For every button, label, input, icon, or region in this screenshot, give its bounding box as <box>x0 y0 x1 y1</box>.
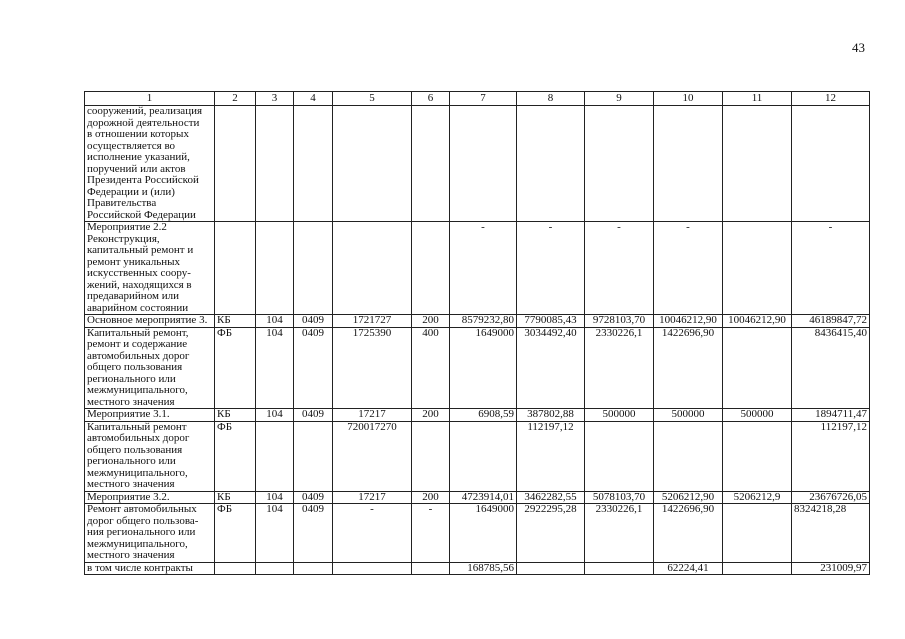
column-header: 6 <box>412 92 450 106</box>
table-cell <box>585 562 654 575</box>
table-cell: 17217 <box>333 409 412 422</box>
table-cell: 720017270 <box>333 421 412 491</box>
table-row <box>85 504 870 563</box>
table-cell: - <box>412 504 450 563</box>
table-cell: 231009,97 <box>792 562 870 575</box>
table-cell: 3034492,40 <box>517 327 585 409</box>
column-header: 10 <box>654 92 723 106</box>
table-row <box>85 409 870 422</box>
table-cell: 1649000 <box>450 504 517 563</box>
column-header: 11 <box>723 92 792 106</box>
table-cell: 104 <box>256 315 294 328</box>
table-cell: 168785,56 <box>450 562 517 575</box>
table-cell: 104 <box>256 504 294 563</box>
table-row <box>85 315 870 328</box>
table-cell: КБ <box>215 315 256 328</box>
table-cell <box>723 327 792 409</box>
table-cell <box>215 562 256 575</box>
table-cell <box>412 106 450 222</box>
table-cell: КБ <box>215 409 256 422</box>
table-cell <box>256 562 294 575</box>
budget-table <box>84 91 870 575</box>
table-cell: 4723914,01 <box>450 491 517 504</box>
column-header: 9 <box>585 92 654 106</box>
table-cell <box>517 106 585 222</box>
table-body <box>85 106 870 575</box>
column-header: 5 <box>333 92 412 106</box>
table-cell <box>723 421 792 491</box>
table-row <box>85 491 870 504</box>
table-cell: 0409 <box>294 491 333 504</box>
table-cell <box>256 421 294 491</box>
row-description: в том числе контракты <box>85 562 215 575</box>
table-cell: 62224,41 <box>654 562 723 575</box>
row-description: сооружений, реализация дорожной деятельности в отношении которых осуществляется во исполнение указаний, поручений или актов Президента Российской Федерации и (или) Правительства Российской Федерации <box>85 106 215 222</box>
row-description: Мероприятие 2.2 Реконструкция, капитальный ремонт и ремонт уникальных искусственных соору- жений, находящихся в предаварийном или аварийном состоянии <box>85 222 215 315</box>
table-cell <box>256 222 294 315</box>
table-cell: ФБ <box>215 327 256 409</box>
page-number: 43 <box>852 40 865 55</box>
header-row <box>85 92 870 106</box>
table-cell: 8324218,28 <box>792 504 870 563</box>
table-cell: 2330226,1 <box>585 327 654 409</box>
table-cell: КБ <box>215 491 256 504</box>
table-cell: ФБ <box>215 504 256 563</box>
table-cell: 2330226,1 <box>585 504 654 563</box>
column-header: 4 <box>294 92 333 106</box>
table-cell: 500000 <box>654 409 723 422</box>
table-cell: - <box>792 222 870 315</box>
table-cell <box>412 421 450 491</box>
table-cell: 104 <box>256 409 294 422</box>
table-cell: 0409 <box>294 315 333 328</box>
table-cell <box>412 562 450 575</box>
table-cell <box>256 106 294 222</box>
table-cell <box>450 106 517 222</box>
table-cell: - <box>517 222 585 315</box>
table-cell: 10046212,90 <box>654 315 723 328</box>
table-cell: 1422696,90 <box>654 504 723 563</box>
row-description: Мероприятие 3.1. <box>85 409 215 422</box>
table-row <box>85 421 870 491</box>
table-cell <box>585 106 654 222</box>
table-cell: 9728103,70 <box>585 315 654 328</box>
table-cell: - <box>585 222 654 315</box>
row-description: Основное мероприятие 3. <box>85 315 215 328</box>
table-cell <box>517 562 585 575</box>
row-description: Ремонт автомобильных дорог общего пользова- ния регионального или межмуниципального, местного значения <box>85 504 215 563</box>
table-cell: 8579232,80 <box>450 315 517 328</box>
table-cell: 1649000 <box>450 327 517 409</box>
table-cell: 104 <box>256 327 294 409</box>
table-cell: 500000 <box>723 409 792 422</box>
table-cell <box>333 106 412 222</box>
table-cell: 5206212,90 <box>654 491 723 504</box>
table-cell: 5206212,9 <box>723 491 792 504</box>
table-cell: 3462282,55 <box>517 491 585 504</box>
table-cell: 112197,12 <box>517 421 585 491</box>
table-cell: 104 <box>256 491 294 504</box>
table-cell <box>723 222 792 315</box>
table-cell: - <box>450 222 517 315</box>
table-cell: 5078103,70 <box>585 491 654 504</box>
table-cell <box>450 421 517 491</box>
table-cell: 1725390 <box>333 327 412 409</box>
table-cell <box>654 421 723 491</box>
table-cell <box>215 106 256 222</box>
table-cell: 0409 <box>294 409 333 422</box>
row-description: Мероприятие 3.2. <box>85 491 215 504</box>
table-row <box>85 327 870 409</box>
column-header: 3 <box>256 92 294 106</box>
table-cell <box>215 222 256 315</box>
table-cell <box>294 421 333 491</box>
row-description: Капитальный ремонт, ремонт и содержание автомобильных дорог общего пользования регионального или межмуниципального, местного значения <box>85 327 215 409</box>
table-cell: 23676726,05 <box>792 491 870 504</box>
table-cell: 200 <box>412 409 450 422</box>
table-cell <box>294 222 333 315</box>
table-cell <box>723 106 792 222</box>
table-cell: - <box>333 504 412 563</box>
table-row <box>85 106 870 222</box>
table-cell: 46189847,72 <box>792 315 870 328</box>
table-cell: 112197,12 <box>792 421 870 491</box>
table-cell <box>333 562 412 575</box>
table-cell: - <box>654 222 723 315</box>
table-cell: 1721727 <box>333 315 412 328</box>
column-header: 1 <box>85 92 215 106</box>
row-description: Капитальный ремонт автомобильных дорог общего пользования регионального или межмуниципального, местного значения <box>85 421 215 491</box>
table-cell: 6908,59 <box>450 409 517 422</box>
table-cell <box>333 222 412 315</box>
table-cell: 10046212,90 <box>723 315 792 328</box>
column-header: 12 <box>792 92 870 106</box>
table-cell: 200 <box>412 491 450 504</box>
table-row <box>85 562 870 575</box>
table-cell: 17217 <box>333 491 412 504</box>
table-cell <box>294 562 333 575</box>
column-header: 8 <box>517 92 585 106</box>
table-cell: 8436415,40 <box>792 327 870 409</box>
table-cell: 1422696,90 <box>654 327 723 409</box>
table-cell: 1894711,47 <box>792 409 870 422</box>
table-cell: 500000 <box>585 409 654 422</box>
column-header: 2 <box>215 92 256 106</box>
column-header: 7 <box>450 92 517 106</box>
table-cell <box>585 421 654 491</box>
table-cell <box>792 106 870 222</box>
table-cell: ФБ <box>215 421 256 491</box>
table-cell <box>654 106 723 222</box>
table-cell <box>723 562 792 575</box>
table-cell <box>412 222 450 315</box>
table-cell: 387802,88 <box>517 409 585 422</box>
table-row <box>85 222 870 315</box>
table-cell: 0409 <box>294 504 333 563</box>
table-cell <box>723 504 792 563</box>
table-cell: 200 <box>412 315 450 328</box>
table-cell: 400 <box>412 327 450 409</box>
table-cell: 7790085,43 <box>517 315 585 328</box>
table-cell: 2922295,28 <box>517 504 585 563</box>
table-cell <box>294 106 333 222</box>
table-cell: 0409 <box>294 327 333 409</box>
